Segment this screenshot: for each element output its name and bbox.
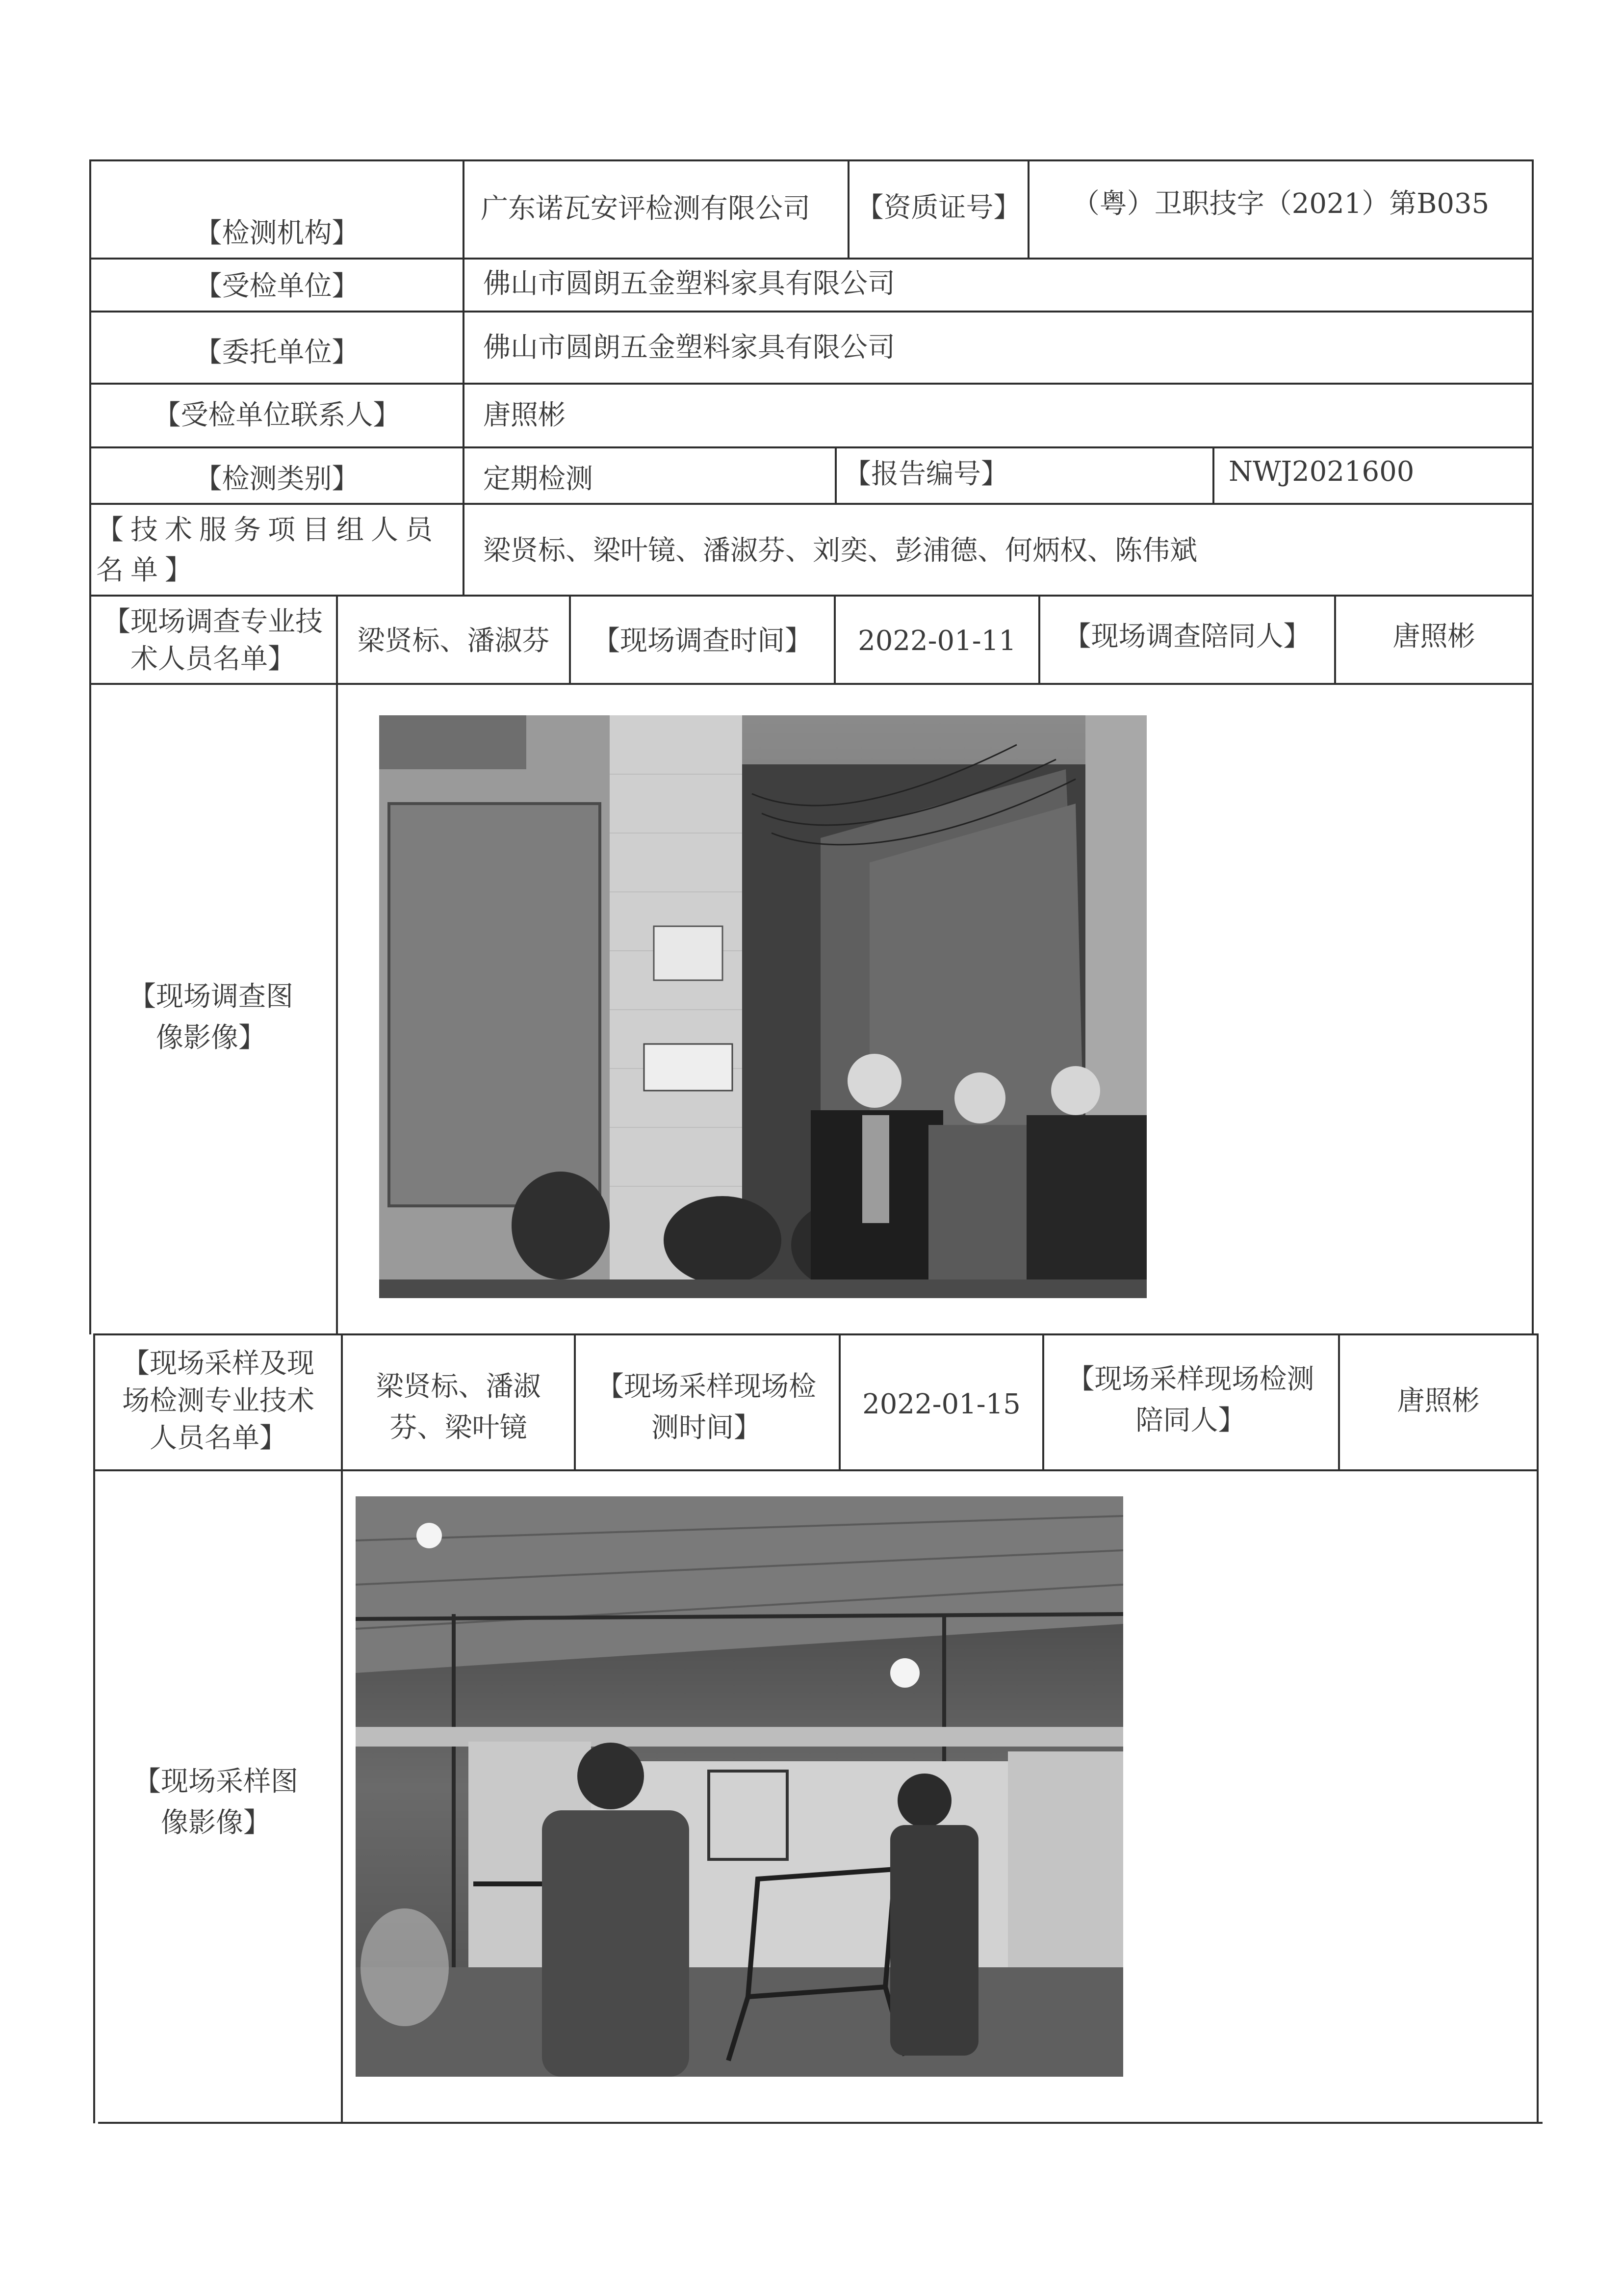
label-survey-staff: 【现场调查专业技术人员名单】 [103,606,323,675]
sampling-staff-value: 梁贤标、潘淑芬、梁叶镜 [376,1371,541,1444]
survey-time-value: 2022-01-11 [858,625,1016,657]
survey-staff-value: 梁贤标、潘淑芬 [357,625,550,657]
table-line [93,1333,1538,1335]
label-inspected-unit: 【受检单位】 [194,270,360,302]
label-commissioning-unit: 【委托单位】 [194,337,360,368]
table-line [98,2122,1543,2124]
table-line [89,311,1534,313]
contact-person-value: 唐照彬 [483,399,566,431]
label-survey-images: 【现场调查图像影像】 [129,981,293,1054]
table-line [341,1333,343,2123]
label-report-number: 【报告编号】 [844,458,1008,490]
testing-agency-value: 广东诺瓦安评检测有限公司 [481,193,810,225]
label-sampling-time: 【现场采样现场检测时间】 [596,1371,816,1444]
table-line [93,1333,95,2123]
table-line [89,503,1534,505]
project-team-value: 梁贤标、梁叶镜、潘淑芬、刘奕、彭浦德、何炳权、陈伟斌 [483,535,1197,567]
label-contact-person: 【受检单位联系人】 [153,399,401,431]
table-line [1537,1333,1539,2123]
label-testing-category: 【检测类别】 [194,463,360,495]
table-line [1042,1333,1044,1469]
table-line [1532,159,1534,1334]
table-line [463,159,464,595]
table-line [336,595,338,1333]
commissioning-unit-value: 佛山市圆朗五金塑料家具有限公司 [483,332,895,364]
survey-site-photo [379,715,1147,1298]
inspected-unit-value: 佛山市圆朗五金塑料家具有限公司 [483,268,895,300]
qualification-number-value: （粤）卫职技字（2021）第B035 [1072,188,1490,220]
sampling-site-photo [356,1496,1123,2077]
label-sampling-images: 【现场采样图像影像】 [133,1766,298,1839]
table-line [574,1333,576,1469]
testing-category-value: 定期检测 [483,463,593,495]
label-sampling-companion: 【现场采样现场检测陪同人】 [1067,1363,1314,1436]
label-project-team: 【技术服务项目组人员名单】 [96,514,439,586]
label-survey-companion: 【现场调查陪同人】 [1063,621,1311,652]
label-testing-agency: 【检测机构】 [194,217,360,249]
table-line [835,446,837,503]
table-line [89,159,1534,161]
table-line [89,258,1534,260]
table-line [94,1469,1539,1471]
sampling-companion-value: 唐照彬 [1397,1385,1480,1417]
label-survey-time: 【现场调查时间】 [592,625,812,657]
sampling-time-value: 2022-01-15 [862,1388,1021,1420]
report-number-value: NWJ2021600 [1229,456,1415,488]
label-qualification-number: 【资质证号】 [856,192,1021,224]
table-line [89,595,1534,597]
table-line [89,383,1534,385]
table-line [89,446,1534,448]
table-line [1212,446,1214,503]
survey-site-photo-image [379,715,1147,1298]
survey-companion-value: 唐照彬 [1392,621,1475,652]
table-line [89,683,1534,685]
sampling-site-photo-image [356,1496,1123,2077]
label-sampling-staff: 【现场采样及现场检测专业技术人员名单】 [122,1348,314,1454]
